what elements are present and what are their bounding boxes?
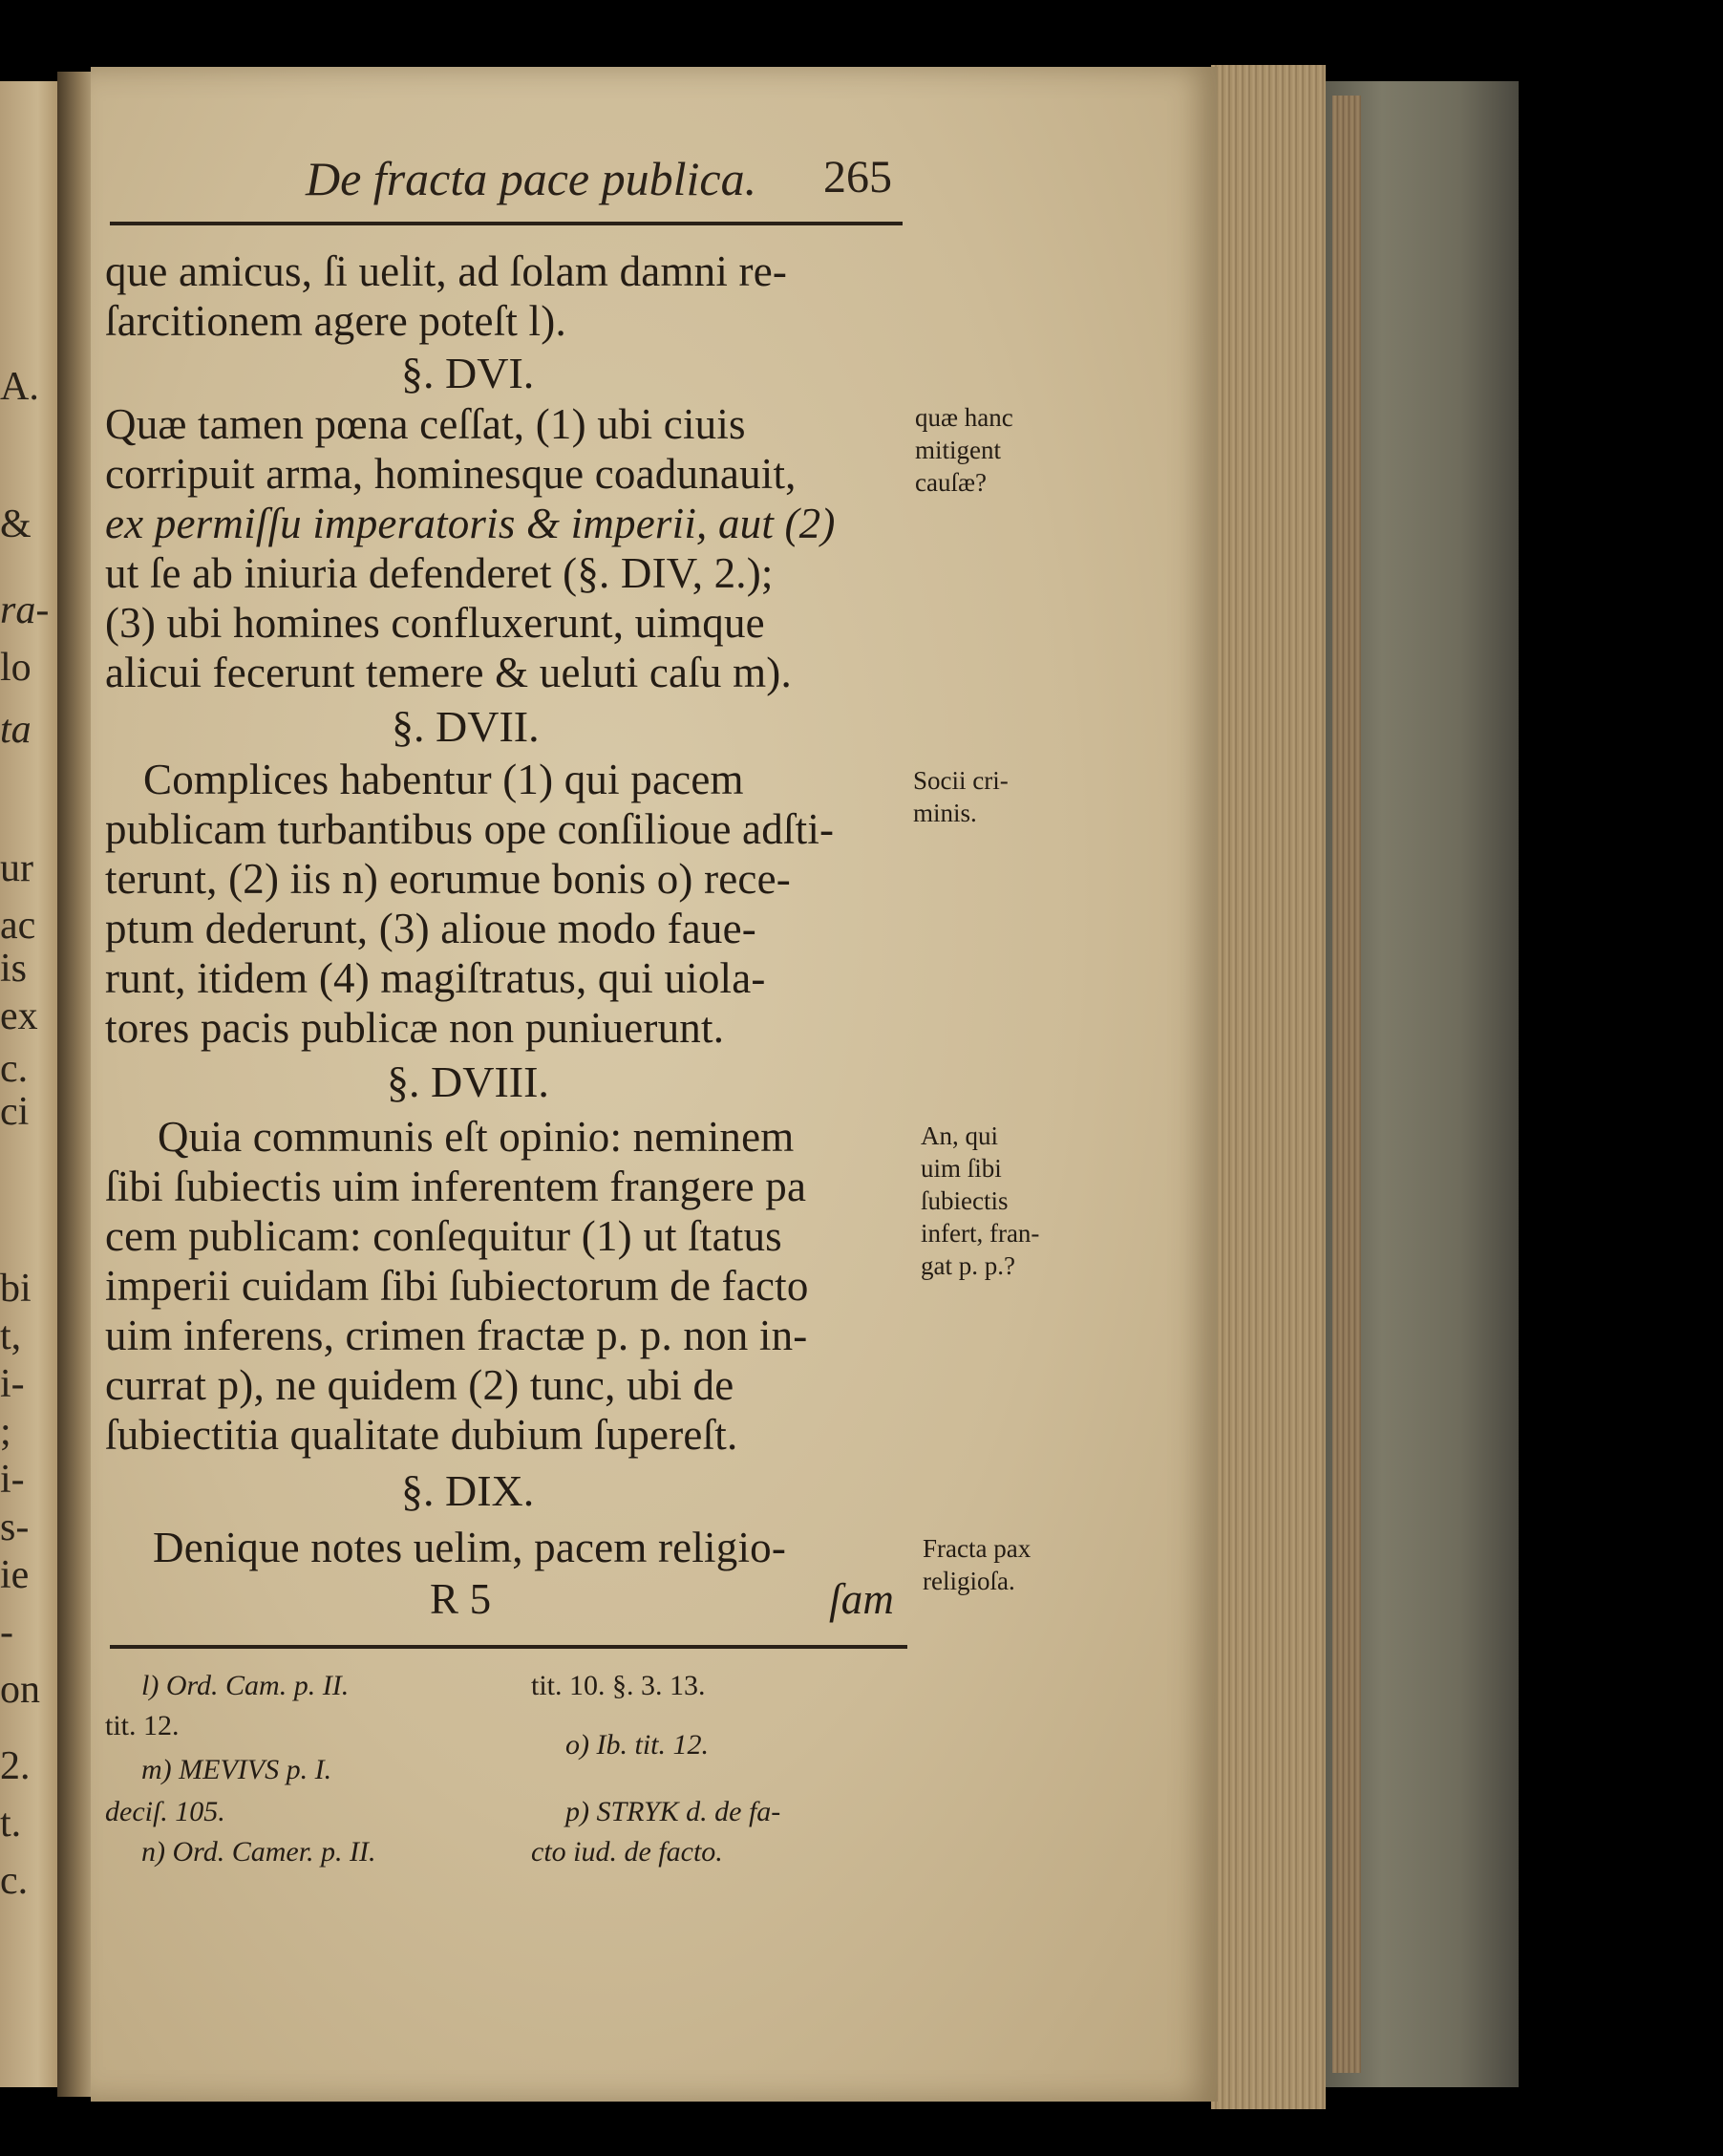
left-page-fragment: - [0, 1611, 13, 1654]
text-line: que amicus, ſi uelit, ad ſolam damni re- [105, 247, 788, 295]
text-line: ſubiectitia qualitate dubium ſupereſt. [105, 1411, 738, 1459]
text-line: Complices habentur (1) qui pacem [143, 756, 744, 803]
text-line: ptum dederunt, (3) alioue modo faue- [105, 905, 756, 952]
text-line: ut ſe ab iniuria defenderet (§. DIV, 2.); [105, 549, 774, 597]
text-line: terunt, (2) iis n) eorumue bonis o) rece- [105, 855, 791, 903]
margin-note [915, 401, 1013, 499]
text-line: corripuit arma, hominesque coadunauit, [105, 450, 797, 498]
footnote-line: deciſ. 105. [105, 1796, 225, 1827]
left-page-fragment: & [0, 502, 32, 546]
margin-note-line: cauſæ? [915, 468, 987, 497]
section-heading: §. DVIII. [387, 1057, 549, 1106]
header-rule [110, 222, 903, 225]
footnote-line: l) Ord. Cam. p. II. [141, 1670, 350, 1701]
footnote-line: tit. 12. [105, 1710, 180, 1741]
text-line: runt, itidem (4) magiſtratus, qui uiola- [105, 954, 766, 1002]
margin-note [913, 764, 1009, 829]
margin-note [921, 1120, 1039, 1282]
text-line: ex permiſſu imperatoris & imperii, aut (2) [105, 500, 836, 547]
left-page-fragment: A. [0, 365, 39, 409]
text-line: tores pacis publicæ non puniuerunt. [105, 1004, 725, 1052]
margin-note-line: Socii cri- [913, 766, 1009, 795]
footnote-line: p) STRYK d. de fa- [565, 1796, 781, 1827]
margin-note-line: quæ hanc [915, 403, 1013, 432]
left-page-fragment: i- [0, 1458, 25, 1502]
left-page-fragment: 2. [0, 1744, 31, 1788]
text-line: Denique notes uelim, pacem religio- [153, 1524, 787, 1571]
text-line: uim inferens, crimen fractæ p. p. non in- [105, 1312, 808, 1359]
margin-note-line: mitigent [915, 436, 1001, 464]
left-page-fragment: t, [0, 1314, 22, 1358]
page-number: 265 [823, 152, 892, 203]
text-line: publicam turbantibus ope conſilioue adſti- [105, 805, 835, 853]
catchword: ſam [829, 1575, 895, 1623]
left-page-fragment: s- [0, 1505, 30, 1549]
left-page-fragment: c. [0, 1047, 29, 1091]
margin-note-line: infert, fran- [921, 1219, 1040, 1248]
left-page-fragment: i- [0, 1362, 25, 1406]
left-page-fragment: ci [0, 1090, 30, 1134]
left-page-fragment: c. [0, 1859, 29, 1903]
text-line: (3) ubi homines confluxerunt, uimque [105, 599, 765, 647]
text-line: Quæ tamen pœna ceſſat, (1) ubi ciuis [105, 400, 746, 448]
text-line: cem publicam: conſequitur (1) ut ſtatus [105, 1212, 782, 1260]
text-line: alicui fecerunt temere & ueluti caſu m). [105, 649, 792, 696]
margin-note-line: ſubiectis [921, 1186, 1009, 1215]
left-page-fragment: ; [0, 1410, 11, 1454]
footnote-line: n) Ord. Camer. p. II. [141, 1836, 376, 1868]
text-line: ſibi ſubiectis uim inferentem frangere pa [105, 1163, 807, 1210]
signature-mark: R 5 [430, 1575, 492, 1623]
footnote-line: o) Ib. tit. 12. [565, 1729, 709, 1761]
left-facing-page [0, 81, 63, 2087]
left-page-fragment: lo [0, 646, 32, 690]
text-line: imperii cuidam ſibi ſubiectorum de facto [105, 1262, 809, 1310]
running-title: De fracta pace publica. [306, 152, 757, 205]
footnote-line: m) MEVIVS p. I. [141, 1754, 332, 1785]
left-page-fragment: bi [0, 1267, 32, 1311]
section-heading: §. DVI. [401, 349, 535, 397]
left-page-fragment: ex [0, 994, 38, 1038]
left-page-fragment: ta [0, 708, 32, 752]
left-page-fragment: is [0, 947, 28, 991]
left-page-fragment: t. [0, 1802, 22, 1846]
book-fore-edge [1211, 65, 1326, 2109]
footnote-line: cto iud. de facto. [531, 1836, 723, 1868]
left-page-fragment: ac [0, 904, 36, 948]
text-line: currat p), ne quidem (2) tunc, ubi de [105, 1361, 734, 1409]
left-page-fragment: ra- [0, 588, 50, 632]
left-page-fragment: on [0, 1668, 40, 1712]
section-heading: §. DIX. [401, 1466, 535, 1515]
left-page-fragment: ur [0, 846, 33, 890]
margin-note-line: minis. [913, 799, 977, 827]
footnote-rule [110, 1645, 907, 1649]
margin-note [923, 1532, 1031, 1597]
margin-note-line: gat p. p.? [921, 1251, 1015, 1280]
margin-note-line: uim ſibi [921, 1154, 1002, 1183]
footnote-line: tit. 10. §. 3. 13. [531, 1670, 706, 1701]
text-line: Quia communis eſt opinio: neminem [158, 1113, 795, 1161]
book-gutter [57, 72, 96, 2097]
margin-note-line: religioſa. [923, 1567, 1015, 1595]
left-page-fragment: ie [0, 1553, 30, 1597]
margin-note-line: An, qui [921, 1121, 998, 1150]
text-line: ſarcitionem agere poteſt l). [105, 297, 566, 345]
margin-note-line: Fracta pax [923, 1534, 1032, 1563]
section-heading: §. DVII. [392, 702, 540, 751]
book-page-block [1332, 96, 1361, 2073]
